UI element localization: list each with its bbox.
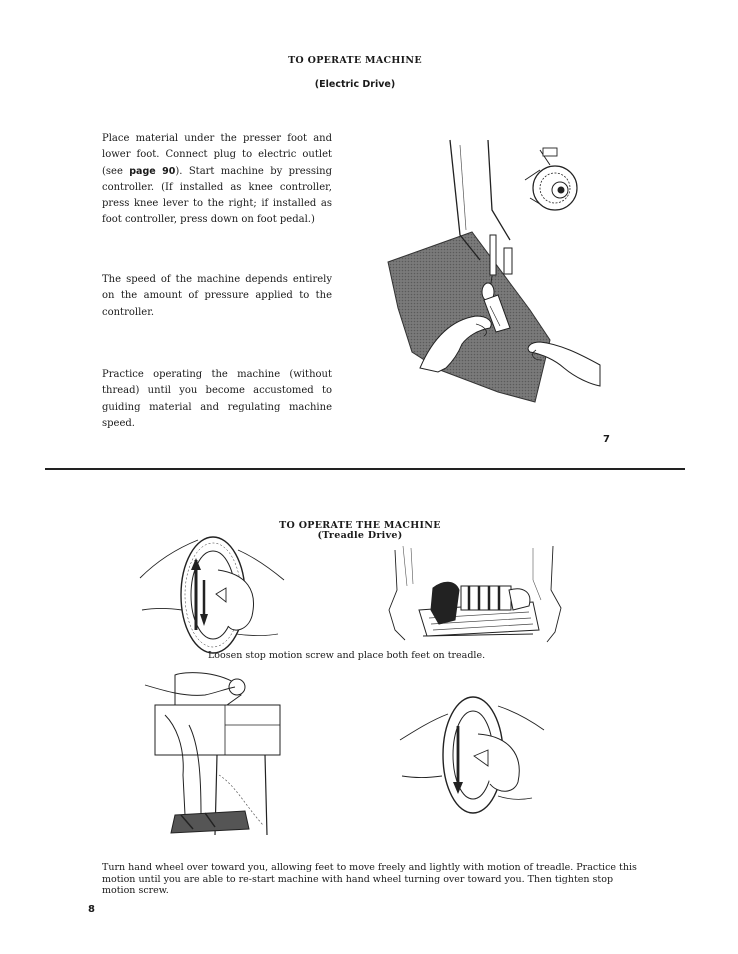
treadle-feet-illustration xyxy=(383,540,573,648)
instruction-paragraph-3: Practice operating the machine (without thread) until you become accustomed to guiding material and regulating machine speed. xyxy=(102,369,332,429)
page-reference: page 90 xyxy=(129,165,176,177)
hand-wheel-loosen-illustration xyxy=(138,530,288,655)
instruction-text: Place material under the presser foot and lower foot. Connect plug to electric outlet (see xyxy=(102,133,332,177)
page-subtitle: (Electric Drive) xyxy=(314,79,396,90)
hand-wheel-turn-illustration xyxy=(398,690,548,815)
hand-wheel-icon xyxy=(229,679,245,695)
tension-dial-icon xyxy=(525,148,577,210)
page-divider xyxy=(45,468,685,470)
treadle-machine-illustration xyxy=(145,665,285,845)
page-title: TO OPERATE MACHINE xyxy=(288,55,422,66)
caption-loosen: Loosen stop motion screw and place both feet on treadle. xyxy=(208,650,486,661)
section-subtitle: (Treadle Drive) xyxy=(317,530,403,541)
section-title: TO OPERATE THE MACHINE xyxy=(279,520,441,531)
electric-machine-illustration xyxy=(380,140,600,405)
page-number: 7 xyxy=(603,434,610,445)
page-number: 8 xyxy=(88,904,95,915)
caption-turn-wheel: Turn hand wheel over toward you, allowing feet to move freely and lightly with motion of treadle. Practice this motion until you are able to re-start machine with hand wheel turning over toward you. Then tighten stop motion screw. xyxy=(102,862,637,896)
instruction-text: ). Start machine by pressing controller. (If installed as knee controller, press knee lever to the right; if installed as foot controller, press down on foot pedal.) xyxy=(102,165,332,226)
instruction-paragraph-2: The speed of the machine depends entirely on the amount of pressure applied to the controller. xyxy=(102,274,332,318)
instruction-paragraph-1 xyxy=(102,131,332,229)
treadle-pedal-icon xyxy=(171,811,249,833)
